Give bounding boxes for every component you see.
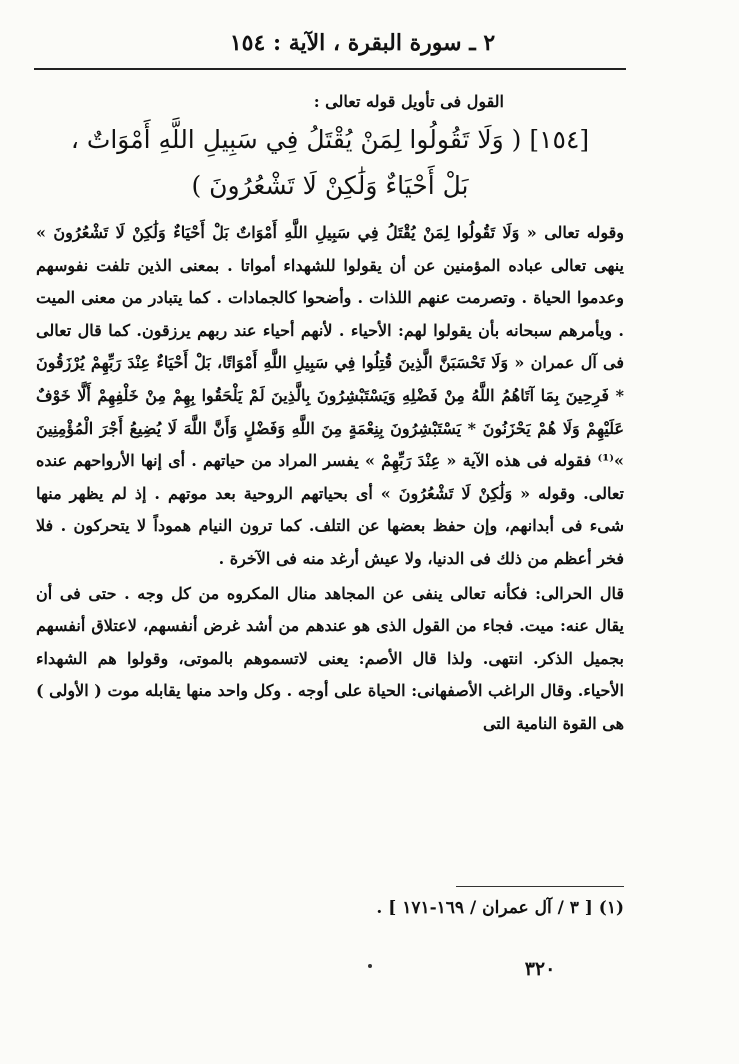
section-intro: القول فى تأويل قوله تعالى : [313, 92, 504, 111]
verse-line-1: [١٥٤] ( وَلَا تَقُولُوا لِمَنْ يُقْتَلُ فِي سَبِيلِ اللَّهِ أَمْوَاتٌ ، [70, 125, 590, 154]
page-header: ٢ ـ سورة البقرة ، الآية : ١٥٤ [229, 30, 496, 56]
commentary-paragraph-1: وقوله تعالى « وَلَا تَقُولُوا لِمَنْ يُقْتَلُ فِي سَبِيلِ اللَّهِ أَمْوَاتٌ بَلْ أَحْيَاءٌ وَلَٰكِنْ لَا تَشْعُرُونَ » ينهى تعالى عباده المؤمنين عن أن يقولوا للشهداء أمواتا . بمعنى الذين تلفت نفوسهم وعدموا الحياة . وتصرمت عنهم اللذات . وأضحوا كالجمادات . كما يتبادر من معنى الميت . ويأمرهم سبحانه بأن يقولوا لهم: الأحياء . لأنهم أحياء عند ربهم يرزقون. كما قال تعالى فى آل عمران « وَلَا تَحْسَبَنَّ الَّذِينَ قُتِلُوا فِي سَبِيلِ اللَّهِ أَمْوَاتًا، بَلْ أَحْيَاءٌ عِنْدَ رَبِّهِمْ يُرْزَقُونَ * فَرِحِينَ بِمَا آتَاهُمُ اللَّهُ مِنْ فَضْلِهِ وَيَسْتَبْشِرُونَ بِالَّذِينَ لَمْ يَلْحَقُوا بِهِمْ مِنْ خَلْفِهِمْ أَلَّا خَوْفٌ عَلَيْهِمْ وَلَا هُمْ يَحْزَنُونَ * يَسْتَبْشِرُونَ بِنِعْمَةٍ مِنَ اللَّهِ وَفَضْلٍ وَأَنَّ اللَّهَ لَا يُضِيعُ أَجْرَ الْمُؤْمِنِينَ »⁽¹⁾ فقوله فى هذه الآية « عِنْدَ رَبِّهِمْ » يفسر المراد من حياتهم . أى إنها الأرواحهم عنده تعالى. وقوله « وَلَٰكِنْ لَا تَشْعُرُونَ » أى بحياتهم الروحية بعد موتهم . إذ لم يظهر منها شىء فى أبدانهم، وإن حفظ بعضها عن التلف. كما ترون النيام هموداً لا يتحركون . فلا فخر أعظم من ذلك فى الدنيا، ولا عيش أرغد منه فى الآخرة . [36, 223, 625, 568]
header-rule [34, 68, 626, 70]
footnote-rule [456, 886, 624, 887]
commentary-paragraph-2: قال الحرالى: فكأنه تعالى ينفى عن المجاهد منال المكروه من كل وجه . حتى فى أن يقال عنه: ميت. فجاء من القول الذى هو عندهم من أشد غرض أنفسهم، لاعتلاق أنفسهم بجميل الذكر. انتهى. ولذا قال الأصم: يعنى لاتسموهم بالموتى، وقولوا هم الشهداء الأحياء. وقال الراغب الأصفهانى: الحياة على أوجه . وكل واحد منها يقابله موت ( الأولى ) هى القوة النامية التى [36, 583, 625, 733]
page-body [36, 92, 624, 741]
footnote: (١) [ ٣ / آل عمران / ١٦٩-١٧١ ] . [376, 898, 624, 918]
page-number: ٣٢٠ [524, 958, 556, 980]
verse-line-2: بَلْ أَحْيَاءٌ وَلَٰكِنْ لَا تَشْعُرُونَ ) [191, 171, 469, 200]
page-mark-dot [368, 964, 372, 968]
